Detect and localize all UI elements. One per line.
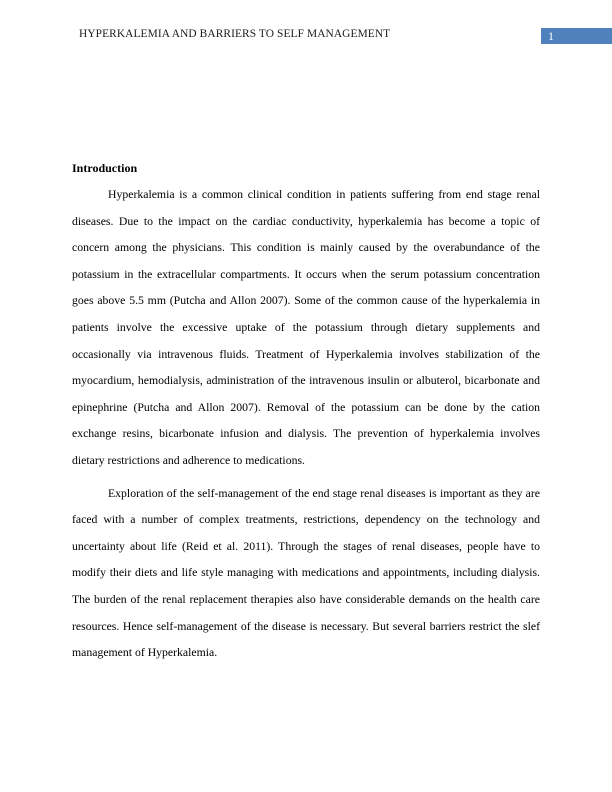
paragraph-1: Hyperkalemia is a common clinical condition in patients suffering from end stage renal diseases. Due to the impact on the cardiac conductivity, hyperkalemia has become a topic of concern among the physicians. This condition is mainly caused by the overabundance of the potassium in the extracellular compartments. It occurs when the serum potassium concentration goes above 5.5 mm (Putcha and Allon 2007). Some of the common cause of the hyperkalemia in patients involve the excessive uptake of the potassium through dietary supplements and occasionally via intravenous fluids. Treatment of Hyperkalemia involves stabilization of the myocardium, hemodialysis, administration of the intravenous insulin or albuterol, bicarbonate and epinephrine (Putcha and Allon 2007). Removal of the potassium can be done by the cation exchange resins, bicarbonate infusion and dialysis. The prevention of hyperkalemia involves dietary restrictions and adherence to medications. [72,188,540,467]
page-number-badge [541,28,612,44]
running-head: HYPERKALEMIA AND BARRIERS TO SELF MANAGEMENT [79,28,391,40]
page-number: 1 [548,29,554,43]
section-heading: Introduction [72,161,138,175]
document-body [72,158,540,673]
paragraph-2: Exploration of the self-management of the end stage renal diseases is important as they are faced with a number of complex treatments, restrictions, dependency on the technology and uncertainty about life (Reid et al. 2011). Through the stages of renal diseases, people have to modify their diets and life style managing with medications and appointments, including dialysis. The burden of the renal replacement therapies also have considerable demands on the health care resources. Hence self-management of the disease is necessary. But several barriers restrict the slef management of Hyperkalemia. [72,486,540,660]
